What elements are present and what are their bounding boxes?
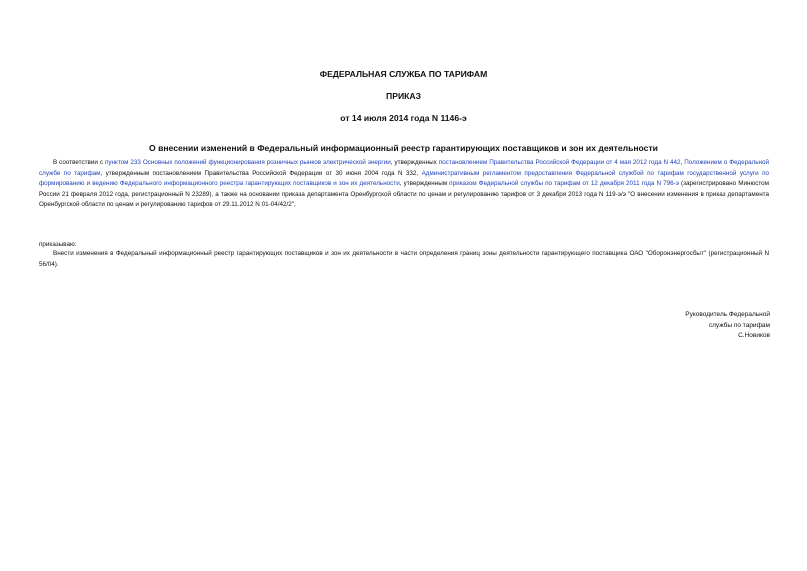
signature-position-line-2: службы по тарифам	[708, 321, 770, 329]
link-regulation-fst[interactable]: Положением о Федеральной службе по тарифам	[39, 159, 770, 177]
preamble-text-4: , утвержденным постановлением Правительства Российской Федерации от 30 июня 2004 года N 332,	[100, 169, 422, 177]
signature-name: С.Новиков	[738, 332, 770, 339]
signature-block	[685, 310, 770, 342]
order-type: ПРИКАЗ	[386, 91, 421, 101]
order-title: О внесении изменений в Федеральный информационный реестр гарантирующих поставщиков и зон их деятельности	[149, 143, 658, 153]
link-point-233[interactable]: пунктом 233 Основных положений функционирования розничных рынков электрической энергии	[104, 159, 391, 166]
preamble-text-6: (зарегистрировано Минюстом России 21 февраля 2012 года, регистрационный N 23289), а также на основании приказа департамента Оренбургской области по ценам и регулированию тарифов от 3 декабря 2013 года N 119-э/э "О внесении изменения в приказ департамента Оренбургской области по ценам и регулированию тарифов от 29.11.2012 N 01-04/42/2",	[39, 180, 769, 209]
preamble-text-2: , утвержденных	[390, 159, 439, 166]
decide-word: приказываю:	[39, 241, 77, 248]
preamble-text-3: ,	[680, 159, 685, 166]
signature-position-line-1: Руководитель Федеральной	[685, 311, 770, 318]
preamble-text-1: В соответствии с	[53, 159, 105, 166]
preamble-paragraph	[39, 158, 769, 211]
directive-paragraph: Внести изменения в Федеральный информационный реестр гарантирующих поставщиков и зон их деятельности в части определения границ зоны деятельности гарантирующего поставщика ОАО "Оборонэнергосбыт" (регистрационный N 56/04).	[39, 250, 769, 268]
agency-name: ФЕДЕРАЛЬНАЯ СЛУЖБА ПО ТАРИФАМ	[319, 69, 488, 79]
link-order-796[interactable]: приказом Федеральной службы по тарифам от 12 декабря 2011 года N 796-э	[449, 180, 679, 188]
order-date: от 14 июля 2014 года N 1146-э	[340, 113, 467, 123]
preamble-text-5: , утвержденным	[399, 180, 450, 188]
link-admin-regulation[interactable]: Административным регламентом предоставления Федеральной службой по тарифам государственной услуги по формированию и ведению Федерального информационного реестра гарантирующих поставщиков и зон их деятельности	[39, 169, 770, 188]
link-resolution-442[interactable]: постановлением Правительства Российской Федерации от 4 мая 2012 года N 442	[438, 159, 681, 166]
